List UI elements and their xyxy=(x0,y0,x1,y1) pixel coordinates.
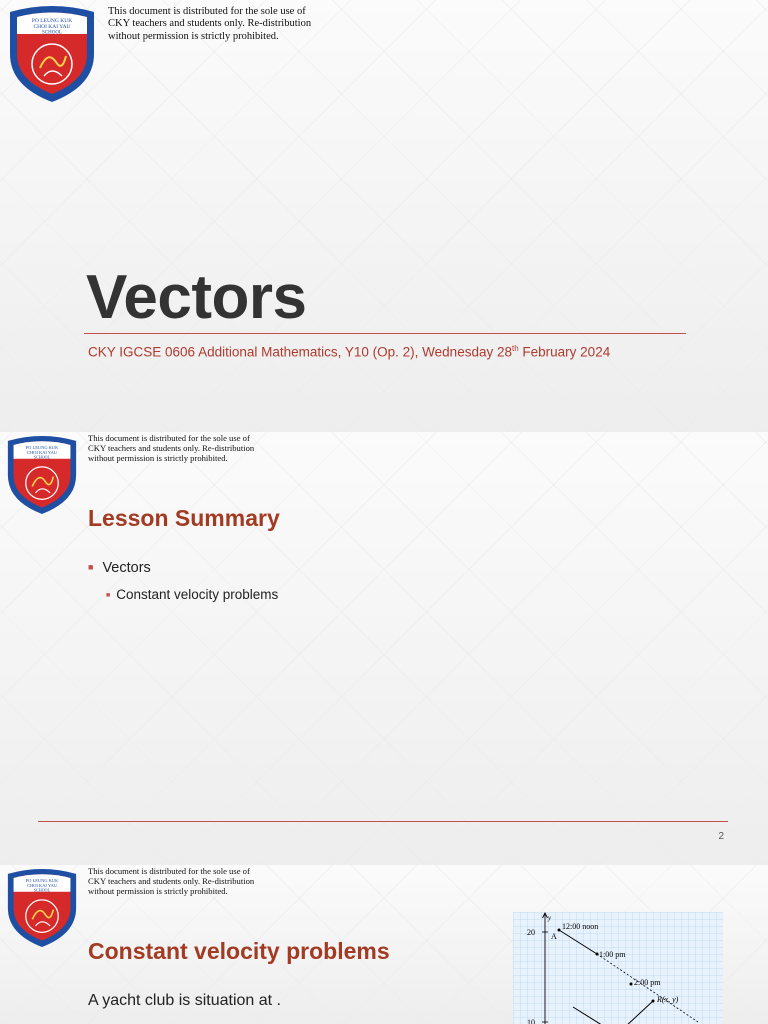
bullet-level-1 xyxy=(88,560,151,576)
page-number: 2 xyxy=(718,831,724,842)
crest-line-1: PO LEUNG KUK xyxy=(31,18,73,24)
y-tick-10: 10 xyxy=(527,1018,535,1024)
yacht-position-graph xyxy=(513,912,723,1024)
time-label-1pm: 1:00 pm xyxy=(599,950,626,959)
crest-line-3: SCHOOL xyxy=(33,887,51,893)
point-a-dot xyxy=(558,929,561,932)
title-divider xyxy=(84,333,686,334)
subtitle-main: CKY IGCSE 0606 Additional Mathematics, Y10 (Op. 2), Wednesday 28 xyxy=(88,344,512,360)
crest-line-2: CHOI KAI YAU xyxy=(26,882,58,888)
crest-line-2: CHOI KAI YAU xyxy=(26,449,58,455)
y-axis-label: y xyxy=(548,914,552,922)
constant-velocity-slide xyxy=(0,865,768,1024)
distribution-notice: This document is distributed for the sole use of CKY teachers and students only. Re-distribution without permission is strictly prohibited. xyxy=(88,433,255,464)
bullet-marker-icon: ■ xyxy=(106,592,111,599)
bullet-marker-icon: ■ xyxy=(88,562,94,572)
crest-line-3: SCHOOL xyxy=(33,454,51,460)
course-subtitle xyxy=(88,344,610,360)
distribution-notice: This document is distributed for the sole use of CKY teachers and students only. Re-distribution without permission is strictly prohibited. xyxy=(88,866,255,897)
slide-title: Vectors xyxy=(86,263,307,332)
distribution-notice: This document is distributed for the sole use of CKY teachers and students only. Re-distribution without permission is strictly prohibited. xyxy=(108,6,312,42)
subtitle-end: February 2024 xyxy=(518,344,611,360)
bullet-text: Constant velocity problems xyxy=(116,587,279,602)
crest-line-1: PO LEUNG KUK xyxy=(25,878,59,883)
school-crest-logo xyxy=(4,4,100,104)
crest-line-2: CHOI KAI YAU xyxy=(33,24,71,30)
school-crest-logo xyxy=(3,434,81,516)
time-label-2pm: 2:00 pm xyxy=(634,978,661,987)
crest-line-3: SCHOOL xyxy=(41,30,63,36)
point-a-label: A xyxy=(551,932,557,941)
point-r-label: R(x, y) xyxy=(657,995,679,1004)
slide-title: Lesson Summary xyxy=(88,505,280,531)
school-crest-logo xyxy=(3,867,81,949)
subtitle-ordinal: th xyxy=(511,344,519,353)
slide-title: Constant velocity problems xyxy=(88,938,390,964)
lesson-summary-slide xyxy=(0,432,768,865)
problem-statement: A yacht club is situation at . xyxy=(88,992,281,1009)
bullet-text: Vectors xyxy=(102,560,151,576)
time-label-noon: 12:00 noon xyxy=(562,922,599,931)
title-slide xyxy=(0,0,768,432)
bullet-level-2 xyxy=(106,587,278,602)
footer-divider xyxy=(38,821,728,822)
crest-line-1: PO LEUNG KUK xyxy=(25,445,59,450)
point-2pm-dot xyxy=(630,983,633,986)
y-tick-20: 20 xyxy=(527,928,535,937)
